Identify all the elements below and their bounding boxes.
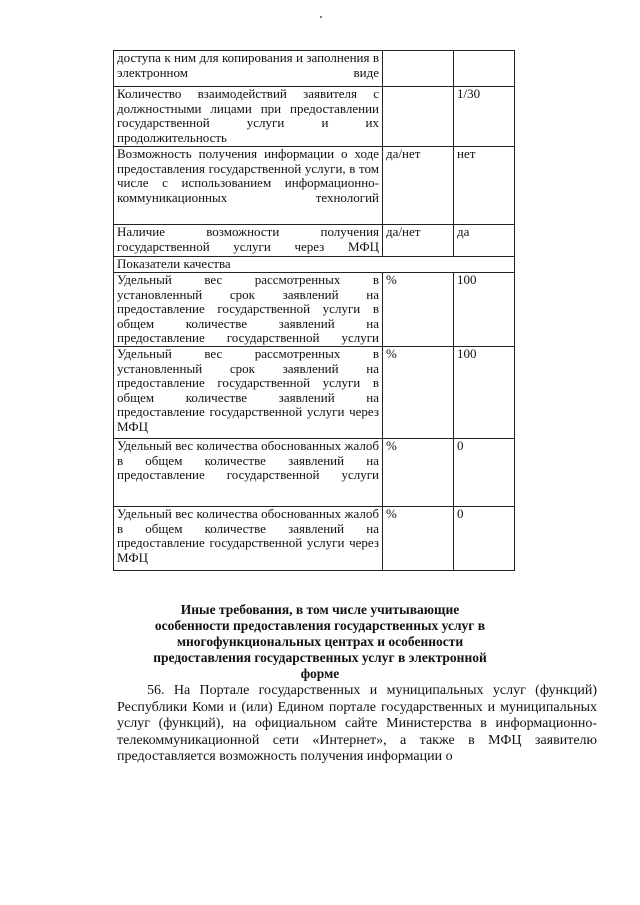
row-unit: % <box>383 273 454 347</box>
row-unit: % <box>383 507 454 571</box>
table-row <box>114 51 515 87</box>
row-value: 100 <box>454 347 515 439</box>
table-row <box>114 347 515 439</box>
row-label: Удельный вес количества обоснованных жалоб в общем количестве заявлений на предоставление государственной услуги <box>114 439 383 507</box>
table-row <box>114 507 515 571</box>
table-row <box>114 87 515 147</box>
table-row <box>114 147 515 225</box>
row-value: нет <box>454 147 515 225</box>
row-unit: % <box>383 439 454 507</box>
scan-speck <box>320 16 322 18</box>
row-value: 0 <box>454 439 515 507</box>
row-value: 0 <box>454 507 515 571</box>
paragraph-text: 56. На Портале государственных и муниципальных услуг (функций) Республики Коми и (или) Едином портале государственных и муниципальных услуг (функций), на официальном сайте Министерства в информационно-телекоммуникационной сети «Интернет», а также в МФЦ заявителю предоставляется возможность получения информации о <box>117 683 597 764</box>
table-row <box>114 439 515 507</box>
row-label: Возможность получения информации о ходе предоставления государственной услуги, в том числе с использованием информационно-коммуникационных технологий <box>114 147 383 225</box>
row-unit: % <box>383 347 454 439</box>
row-value: 1/30 <box>454 87 515 147</box>
row-unit <box>383 87 454 147</box>
row-label: Удельный вес количества обоснованных жалоб в общем количестве заявлений на предоставление государственной услуги через МФЦ <box>114 507 383 571</box>
body-paragraph <box>117 683 597 766</box>
section-header: Показатели качества <box>114 257 515 273</box>
row-value <box>454 51 515 87</box>
table-section-row <box>114 257 515 273</box>
indicators-table <box>113 50 515 571</box>
section-heading: Иные требования, в том числе учитывающие особенности предоставления государственных услуг в многофункциональных центрах и особенности предоставления государственных услуг в электронной форме <box>153 602 487 681</box>
table-row <box>114 273 515 347</box>
table-row <box>114 225 515 257</box>
row-unit: да/нет <box>383 225 454 257</box>
row-unit: да/нет <box>383 147 454 225</box>
row-value: 100 <box>454 273 515 347</box>
row-label: доступа к ним для копирования и заполнения в электронном виде <box>114 51 383 87</box>
row-label: Количество взаимодействий заявителя с должностными лицами при предоставлении государственной услуги и их продолжительность <box>114 87 383 147</box>
row-label: Удельный вес рассмотренных в установленный срок заявлений на предоставление государственной услуги в общем количестве заявлений на предоставление государственной услуги через МФЦ <box>114 347 383 439</box>
row-label: Наличие возможности получения государственной услуги через МФЦ <box>114 225 383 257</box>
row-unit <box>383 51 454 87</box>
row-label: Удельный вес рассмотренных в установленный срок заявлений на предоставление государственной услуги в общем количестве заявлений на предоставление государственной услуги <box>114 273 383 347</box>
row-value: да <box>454 225 515 257</box>
